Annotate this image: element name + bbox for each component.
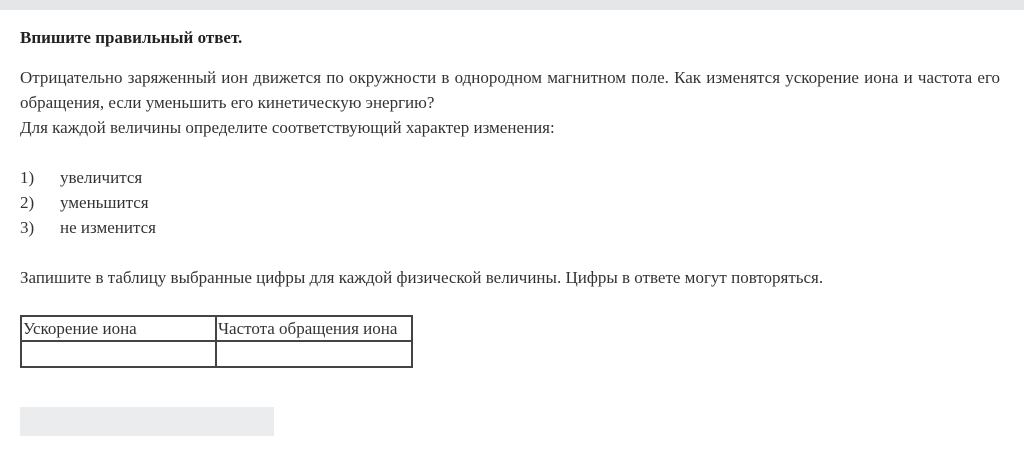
top-bar — [0, 0, 1024, 10]
frequency-answer-input[interactable] — [218, 343, 411, 366]
option-label: уменьшится — [60, 193, 149, 212]
option-item — [20, 165, 1000, 190]
acceleration-answer-input[interactable] — [23, 343, 215, 366]
option-label: не изменится — [60, 218, 156, 237]
question-line-1: Отрицательно заряженный ион движется по окружности в однородном магнитном поле. Как изменятся ускорение иона и частота его обращения, если уменьшить его кинетическую энергию? — [20, 68, 1000, 112]
task-content — [20, 25, 1000, 368]
answer-cell-frequency[interactable] — [216, 341, 412, 367]
option-number: 1) — [20, 168, 35, 187]
options-list — [20, 165, 1000, 240]
table-instruction: Запишите в таблицу выбранные цифры для каждой физической величины. Цифры в ответе могут повторяться. — [20, 268, 824, 287]
option-item — [20, 215, 1000, 240]
answer-table — [20, 315, 413, 368]
answer-cell-acceleration[interactable] — [21, 341, 216, 367]
question-text — [20, 65, 1000, 140]
task-instruction: Впишите правильный ответ. — [20, 28, 243, 47]
option-item — [20, 190, 1000, 215]
option-number: 2) — [20, 193, 35, 212]
answer-submit-area[interactable] — [20, 407, 274, 436]
header-acceleration: Ускорение иона — [21, 316, 216, 341]
header-frequency: Частота обращения иона — [216, 316, 412, 341]
question-line-2: Для каждой величины определите соответствующий характер изменения: — [20, 118, 555, 137]
option-label: увеличится — [60, 168, 143, 187]
answer-table-header-row — [21, 316, 412, 341]
answer-table-input-row — [21, 341, 412, 367]
option-number: 3) — [20, 218, 35, 237]
